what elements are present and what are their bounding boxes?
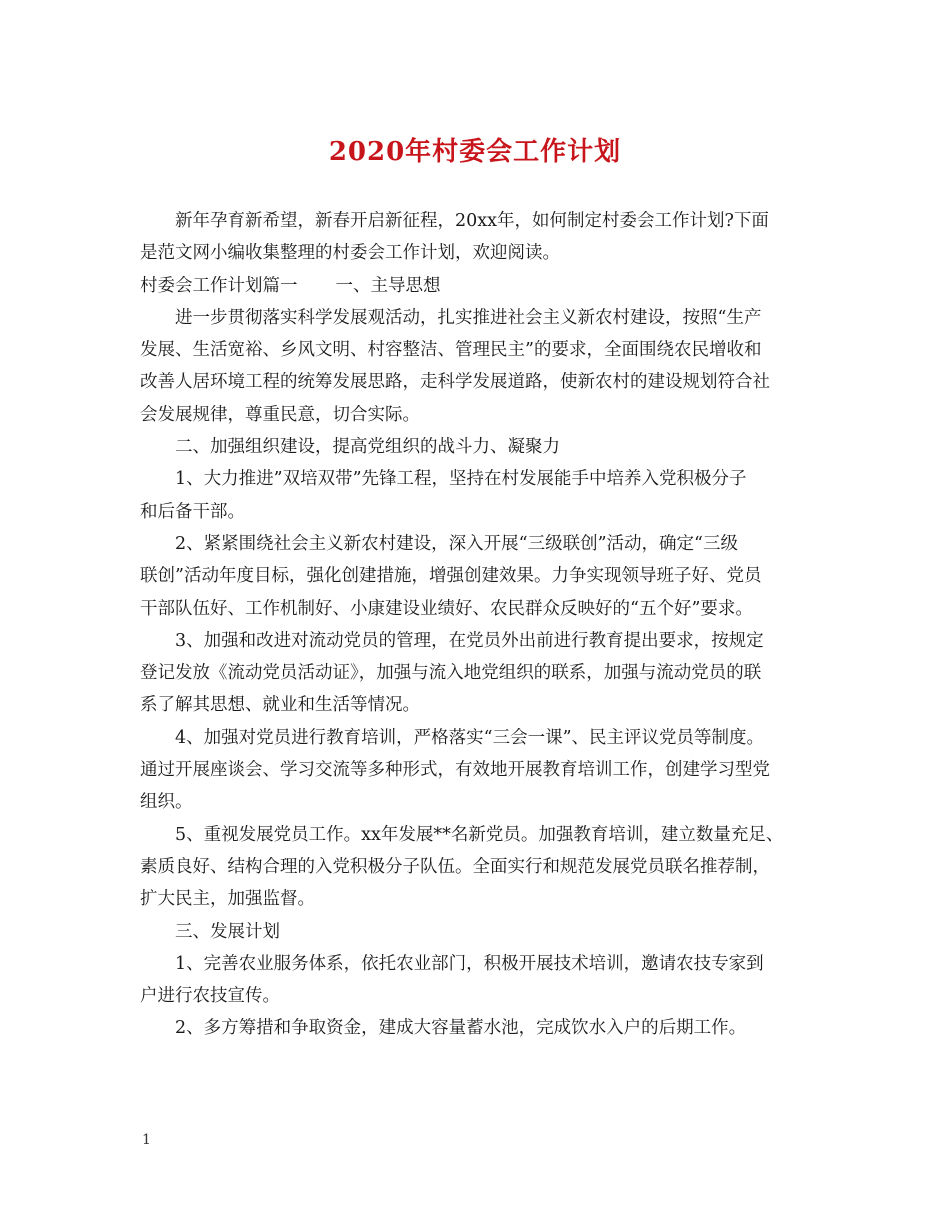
body-line: 干部队伍好、工作机制好、小康建设业绩好、农民群众反映好的“五个好”要求。 — [140, 598, 753, 619]
body-line: 联创”活动年度目标，强化创建措施，增强创建效果。力争实现领导班子好、党员 — [140, 566, 762, 587]
body-line: 改善人居环境工程的统筹发展思路，走科学发展道路，使新农村的建设规划符合社 — [140, 372, 770, 393]
body-line: 通过开展座谈会、学习交流等多种形式，有效地开展教育培训工作，创建学习型党 — [140, 760, 770, 781]
body-line: 系了解其思想、就业和生活等情况。 — [140, 695, 420, 716]
body-line: 1、大力推进”双培双带”先锋工程，坚持在村发展能手中培养入党积极分子 — [175, 469, 747, 490]
body-line: 新年孕育新希望，新春开启新征程，20xx年，如何制定村委会工作计划?下面 — [175, 211, 769, 231]
section-heading: 村委会工作计划篇一 — [140, 275, 298, 296]
body-line: 4、加强对党员进行教育培训，严格落实“三会一课”、民主评议党员等制度。 — [175, 727, 765, 748]
subsection-heading: 三、发展计划 — [175, 921, 280, 942]
body-line: 扩大民主，加强监督。 — [140, 889, 315, 910]
body-line: 2、紧紧围绕社会主义新农村建设，深入开展“三级联创”活动，确定“三级 — [175, 533, 738, 554]
body-line: 是范文网小编收集整理的村委会工作计划，欢迎阅读。 — [140, 243, 560, 264]
section-heading-line — [140, 270, 820, 302]
body-line: 组织。 — [140, 792, 193, 813]
subsection-heading: 二、加强组织建设，提高党组织的战斗力、凝聚力 — [175, 437, 560, 458]
body-line: 户进行农技宣传。 — [140, 986, 280, 1007]
page-number: 1 — [142, 1132, 151, 1148]
document-body — [140, 205, 820, 1045]
body-line: 素质良好、结构合理的入党积极分子队伍。全面实行和规范发展党员联名推荐制， — [140, 856, 770, 877]
body-line: 发展、生活宽裕、乡风文明、村容整洁、管理民主”的要求，全面围绕农民增收和 — [140, 340, 762, 361]
body-line: 会发展规律，尊重民意，切合实际。 — [140, 404, 420, 425]
body-line: 1、完善农业服务体系，依托农业部门，积极开展技术培训，邀请农技专家到 — [175, 953, 764, 974]
body-line: 5、重视发展党员工作。xx年发展**名新党员。加强教育培训，建立数量充足、 — [175, 824, 784, 845]
body-line: 登记发放《流动党员活动证》，加强与流入地党组织的联系，加强与流动党员的联 — [140, 663, 762, 684]
body-line: 和后备干部。 — [140, 501, 245, 522]
document-title: 2020年村委会工作计划 — [328, 137, 622, 167]
body-line: 2、多方筹措和争取资金，建成大容量蓄水池，完成饮水入户的后期工作。 — [175, 1018, 747, 1039]
body-line: 3、加强和改进对流动党员的管理，在党员外出前进行教育提出要求，按规定 — [175, 630, 764, 651]
subsection-heading: 一、主导思想 — [335, 275, 441, 296]
body-line: 进一步贯彻落实科学发展观活动，扎实推进社会主义新农村建设，按照“生产 — [175, 307, 762, 328]
